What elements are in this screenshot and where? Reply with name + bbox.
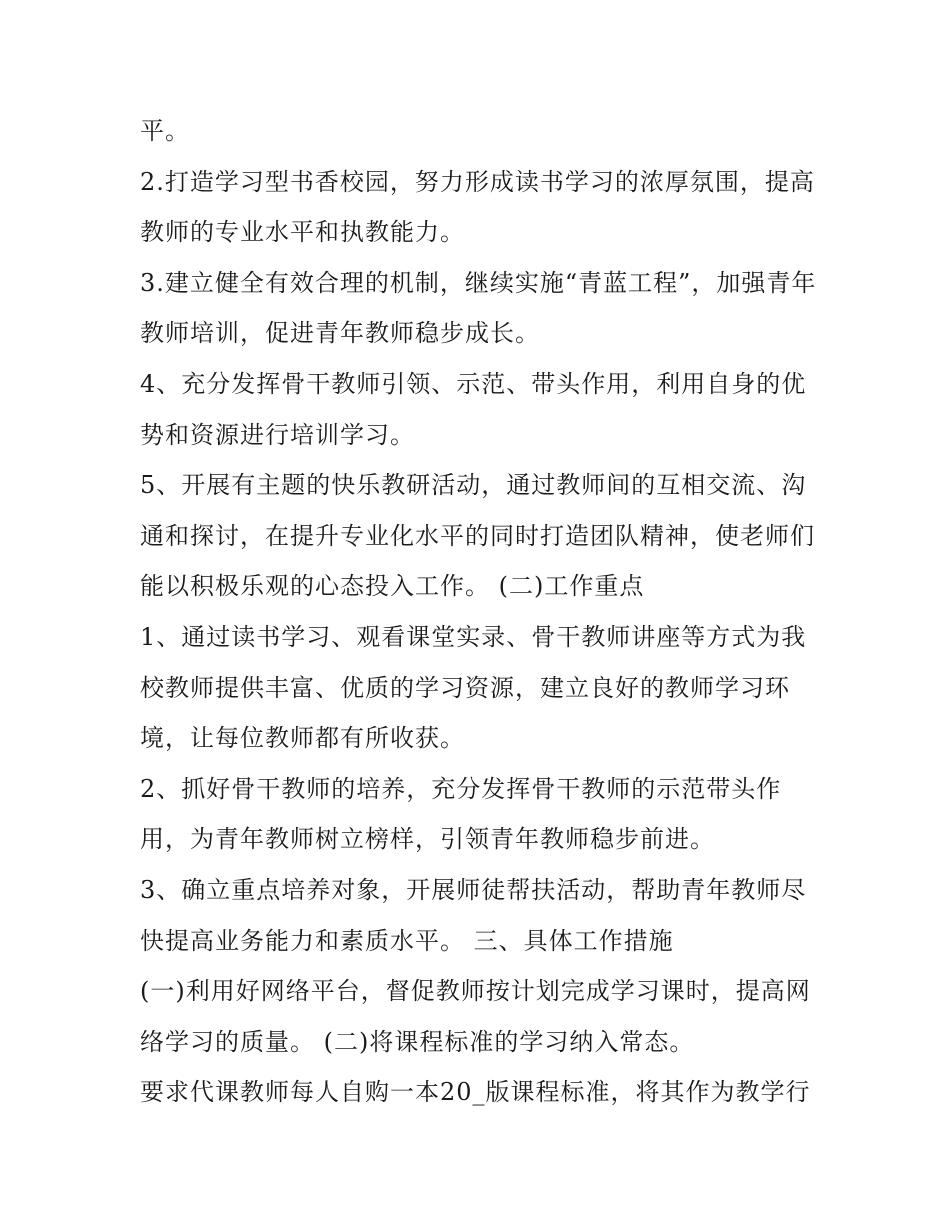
text-line: 校教师提供丰富、优质的学习资源，建立良好的教师学习环 <box>140 673 790 702</box>
text-line: 教师的专业水平和执教能力。 <box>140 218 465 247</box>
text-line: 2、抓好骨干教师的培养，充分发挥骨干教师的示范带头作 <box>140 774 782 803</box>
text-line: 4、充分发挥骨干教师引领、示范、带头作用，利用自身的优 <box>140 369 807 398</box>
text-line: 平。 <box>140 117 190 145</box>
text-line: 教师培训，促进青年教师稳步成长。 <box>140 319 540 348</box>
text-line: 要求代课教师每人自购一本20_版课程标准，将其作为教学行 <box>140 1078 811 1107</box>
text-line: 1、通过读书学习、观看课堂实录、骨干教师讲座等方式为我 <box>140 622 807 651</box>
text-line: 用，为青年教师树立榜样，引领青年教师稳步前进。 <box>140 825 715 854</box>
text-line: 3、确立重点培养对象，开展师徒帮扶活动，帮助青年教师尽 <box>140 875 807 904</box>
text-line: 境，让每位教师都有所收获。 <box>140 724 465 753</box>
text-line: 快提高业务能力和素质水平。 三、具体工作措施 <box>140 926 674 955</box>
text-line: 3.建立健全有效合理的机制，继续实施“青蓝工程”，加强青年 <box>140 268 817 297</box>
document-body <box>140 106 830 1118</box>
text-line: 2.打造学习型书香校园，努力形成读书学习的浓厚氛围，提高 <box>140 167 815 196</box>
text-line: (一)利用好网络平台，督促教师按计划完成学习课时，提高网 <box>140 977 811 1006</box>
text-line: 势和资源进行培训学习。 <box>140 420 415 449</box>
text-line: 络学习的质量。 (二)将课程标准的学习纳入常态。 <box>140 1027 695 1056</box>
text-line: 5、开展有主题的快乐教研活动，通过教师间的互相交流、沟 <box>140 471 807 500</box>
text-line: 能以积极乐观的心态投入工作。 (二)工作重点 <box>140 572 645 601</box>
text-line: 通和探讨，在提升专业化水平的同时打造团队精神，使老师们 <box>140 521 815 550</box>
